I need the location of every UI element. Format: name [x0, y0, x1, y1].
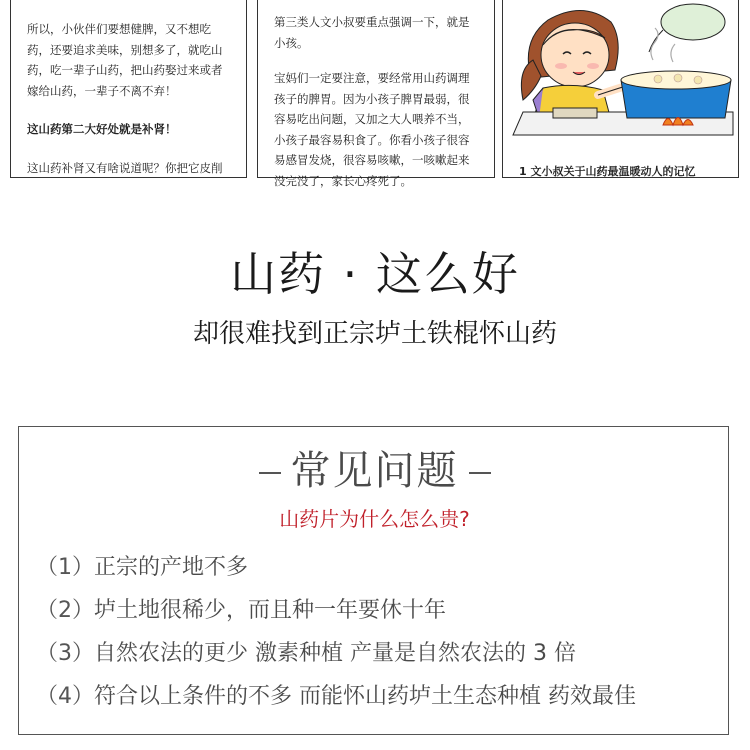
- article-card-children: [257, 0, 495, 188]
- title-dash: [469, 472, 491, 474]
- faq-item-text: 垆土地很稀少，而且种一年要休十年: [94, 598, 447, 623]
- card-paragraph: 药，还要追求美味，别想多了，就吃山: [27, 42, 223, 57]
- card-paragraph: 嫁给山药，一辈子不离不弃！: [27, 83, 177, 98]
- faq-item: [36, 594, 446, 628]
- faq-item-number: （4）: [36, 684, 94, 709]
- girl-cooking-illustration: [503, 0, 740, 178]
- subheadline: 却很难找到正宗垆土铁棍怀山药: [192, 319, 557, 349]
- card-paragraph: 药，吃一辈子山药，把山药娶过来或者: [27, 63, 223, 77]
- faq-item: [36, 680, 636, 714]
- faq-item: [36, 551, 248, 585]
- faq-item-number: （2）: [36, 598, 94, 623]
- card-caption: 1 文小叔关于山药最温暖动人的记忆: [519, 165, 696, 178]
- faq-title: 常见问题: [290, 448, 459, 494]
- faq-item-text: 自然农法的更少 激素种植 产量是自然农法的 3 倍: [94, 641, 576, 666]
- faq-item-number: （1）: [36, 555, 94, 580]
- faq-item-text: 符合以上条件的不多 而能怀山药垆土生态种植 药效最佳: [94, 684, 636, 709]
- headline: 山药 · 这么好: [230, 247, 520, 301]
- card-paragraph: 孩子的脾胃。因为小孩子脾胃最弱，很: [274, 91, 470, 106]
- faq-item-text: 正宗的产地不多: [94, 555, 249, 580]
- faq-item: [36, 637, 576, 671]
- card-paragraph: 小孩子最容易积食了。你看小孩子很容: [274, 132, 470, 147]
- card-heading: 这山药第二大好处就是补肾！: [27, 122, 177, 136]
- card-paragraph: 第三类人文小叔要重点强调一下，就是: [274, 15, 470, 29]
- card-paragraph: 容易吃出问题，又加之大人喂养不当，: [274, 112, 470, 126]
- card-text: [27, 19, 234, 178]
- article-card-memory: [502, 0, 739, 178]
- faq-title-row: [19, 445, 730, 497]
- card-paragraph: 宝妈们一定要注意，要经常用山药调理: [274, 71, 470, 85]
- card-paragraph: 所以，小伙伴们要想健脾，又不想吃: [27, 22, 211, 36]
- faq-question: 山药片为什么怎么贵?: [279, 507, 470, 531]
- card-paragraph: 小孩。: [274, 35, 309, 50]
- card-paragraph: 这山药补肾又有啥说道呢？你把它皮削: [27, 160, 223, 175]
- faq-item-number: （3）: [36, 641, 94, 666]
- card-paragraph: 易感冒发烧，很容易咳嗽，一咳嗽起来: [274, 153, 470, 167]
- faq-box: [18, 426, 729, 735]
- card-paragraph: 没完没了，家长心疼死了。: [274, 173, 412, 188]
- article-card-spleen: [10, 0, 247, 178]
- title-dash: [259, 472, 281, 474]
- card-text: [274, 12, 482, 191]
